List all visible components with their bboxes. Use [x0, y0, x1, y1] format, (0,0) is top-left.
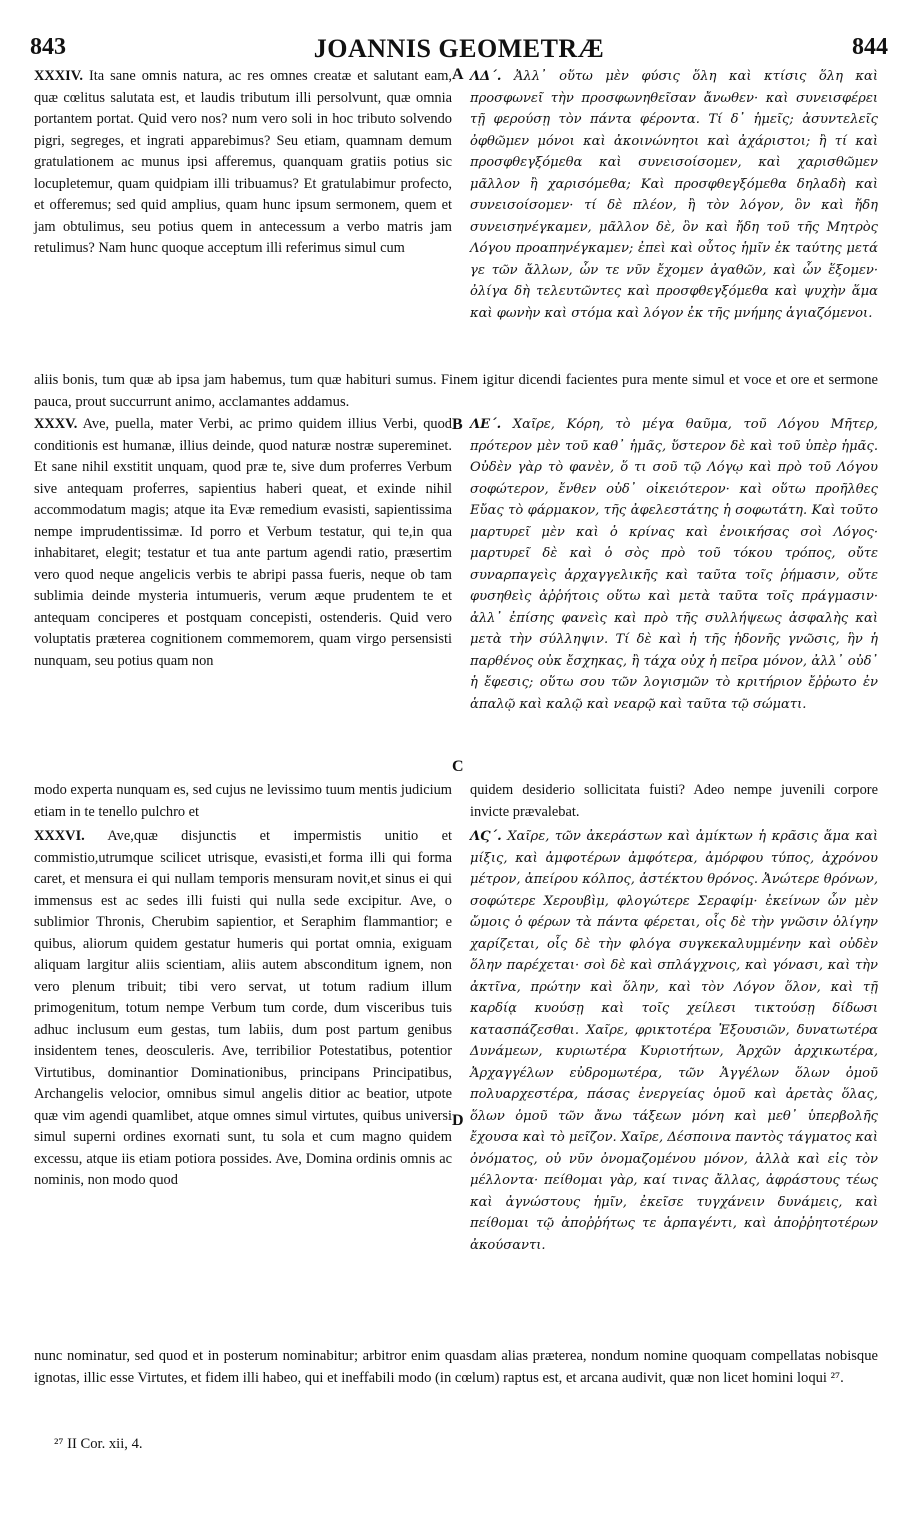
section-number: XXXIV. — [34, 68, 83, 84]
greek-text: Ἀλλ᾽ οὕτω μὲν φύσις ὅλη καὶ κτίσις ὅλη καὶ προσφωνεῖ τὴν προσφωνηθεῖσαν ἄνωθεν· καὶ συνεισφέρει τῇ φερούσῃ τὸν πάντα φέροντα. Τί δ᾽ ἡμεῖς; ἀσυντελεῖς ὀφθῶμεν μόνοι καὶ ἀκοινώνητοι καὶ ἀχάριστοι; ἢ τί καὶ προσφθεγξόμεθα καὶ συνεισοίσομεν, καὶ χαρισθῶμεν μᾶλλον ἢ χαρισόμεθα; Καὶ προσφθεγξόμεθα δηλαδὴ καὶ συνεισοίσομεν· τί δὲ πλέον, ἢ τὸν λόγον, ὃν καὶ ἤδη συνεισηνέγκαμεν, μᾶλλον δὲ, ὃν καὶ ἤδη τοῦ τῆς Μητρὸς Λόγου προαπηνέγκαμεν; ἐπεὶ καὶ οὗτος ἡμῖν ἐκ ταύτης μετά γε τῶν ἄλλων, ὧν τε νῦν ἔχομεν ἀγαθῶν, καὶ ὧν ἕξομεν· ὀλίγα δὴ τελευτῶντες καὶ προσφθεγξόμεθα καὶ ψυχὴν ἅμα καὶ φωνὴν καὶ στόμα καὶ λόγον ἐκ τῆς μνήμης ἁγιαζόμενοι. — [470, 69, 878, 321]
section-number: XXXVI. — [34, 828, 85, 844]
footnote: ²⁷ II Cor. xii, 4. — [54, 1436, 143, 1452]
section-number: ΛΕ΄. — [470, 417, 502, 432]
section-number: XXXV. — [34, 416, 78, 432]
latin-column-xxxv — [34, 414, 452, 672]
latin-text: nunc nominatur, sed quod et in posterum nominabitur; arbitror enim quasdam alias præterea, nondum nomine quoquam compellatas nobisque ignotas, illic esse Virtutes, et fidem illi habeo, qui et ineffabili modo (in cœlum) raptus est, et arcana audivit, quæ non licet homini loqui ²⁷. — [34, 1348, 878, 1386]
greek-column-xxxv — [470, 414, 878, 715]
fullwidth-xxxvi — [34, 1346, 878, 1389]
latin-column-xxxv-right — [470, 780, 878, 823]
section-number: ΛϚ΄. — [470, 829, 502, 844]
margin-letter-a: A — [452, 66, 464, 83]
latin-text: Ave,quæ disjunctis et impermistis unitio et commistio,utrumque scilicet utrisque, evasisti,et forma illi qui forma caret, et mensura ei qui nullam temporis mensuram novit,et sinus ei qui immensus est ac sedes illi fuisti qui nulla sede excipitur. Ave, o sublimior Thronis, Cherubim sapientior, et Seraphim flammantior; e quibus, aliorum quidem gestatur humeris qui portat omnia, exiguam aliquam largitur aliis scientiam, aliis autem absconditum ignem, non vero plenum tribuit; tibi vero servat, ut totum radium illum primogenitum, totum nempe Verbum tum corde, dum visceribus tuis adhuc inclusum eum gestas, tum labiis, dum post partum genibus insidentem tenes, deosculeris. Ave, terribilior Potestatibus, potentior Virtutibus, dominantior Dominationibus, principans Principatibus, Archangelis velocior, omnibus simul angelis ditior ac beatior, utpote quæ vim agendi quamlibet, atque omnes simul virtutes, quibus universi simul superni ordines exornati sunt, tu sola et cum magno quidem excessu, atque iis etiam potiora possides. Ave, Domina ordinis omnis ac nominis, non modo quod — [34, 828, 452, 1188]
greek-column-xxxiv — [470, 66, 878, 324]
latin-text: quidem desiderio sollicitata fuisti? Adeo nempe juvenili corpore invicte prævalebat. — [470, 782, 878, 820]
margin-letter-b: B — [452, 416, 463, 433]
margin-letter-d: D — [452, 1112, 464, 1129]
greek-column-xxxvi — [470, 826, 878, 1256]
latin-text: Ita sane omnis natura, ac res omnes creatæ et salutant eam, quæ cœlitus salutata est, et laudis tributum illi persolvunt, quæ omnia portantem portat. Quid vero nos? num vero soli in hoc tributo solvendo pigri, segreges, et ingrati apparebimus? Seu etiam, quamnam demum gratulationem ac munus ipsi afferemus, quanquam gratiis potius sic locupletemur, quam quidpiam illi tribuamus? Et gratulabimur profecto, et offeremus; sed quid amplius, quam hunc ipsum sermonem, quem et jam obtulimus, seu potius quem in antecessum a verbo matris jam retulimus? Nam hunc quoque acceptum illi referimus simul cum — [34, 68, 452, 256]
latin-text: Ave, puella, mater Verbi, ac primo quidem illius Verbi, quod conditionis est humanæ, illius deinde, quod naturæ nostræ supereminet. Et sane nihil exstitit unquam, quod præ te, sive dum proferres Verbum sive antequam proferres, sapientius haberi queat, et exinde nihil accommodatum magis; atque ita Evæ remedium evasisti, sapientissima nempe imprudentissimæ. Id porro et Verbum testatur, qui te,in qua inhabitaret, elegit; testatur et tua ante partum agendi ratio, præsertim vero quod neque angelicis verbis te abripi passa fueris, neque ob tam sublimia deinde mysteria intumueris, verum æque prudentem te et antequam conciperes et postquam concepisti, ostenderis. Quid vero voluptatis præterea cognitionem commemorem, quam virgo persensisti nunquam, seu potius quam non — [34, 416, 452, 669]
greek-text: Χαῖρε, Κόρη, τὸ μέγα θαῦμα, τοῦ Λόγου Μῆτερ, πρότερον μὲν τοῦ καθ᾽ ἡμᾶς, ὕστερον δὲ καὶ τοῦ ὑπὲρ ἡμᾶς. Οὐδὲν γὰρ τὸ φανὲν, ὅ τι σοῦ τῷ Λόγῳ καὶ πρὸ τοῦ Λόγου σοφώτερον, ἔνθεν οὐδ᾽ οἰκειότερον· καὶ οὕτω προῆλθες Εὔας τὸ φάρμακον, τῆς ἀφελεστάτης ἡ σοφωτάτη. Καὶ τοῦτο μαρτυρεῖ μὲν καὶ ὁ κρίνας καὶ ἐνοικήσας σοὶ Λόγος· μαρτυρεῖ δὲ καὶ ὁ σὸς πρὸ τοῦ τόκου τρόπος, οὔτε συναρπαγεὶς ἀρχαγγελικῆς καὶ ταῦτα τοῖς ῥήμασιν, οὔτε φυσηθεὶς ἀῤῥήτοις οὕτω καὶ μετὰ ταῦτα τοῖς πράγμασιν· ἀλλ᾽ ἐπίσης φανεὶς καὶ πρὸ τῆς συλλήψεως ἀσφαλὴς καὶ μετὰ τὴν σύλληψιν. Τί δὲ καὶ ἡ τῆς ἡδονῆς γνῶσις, ἣν ἡ παρθένος οὐκ ἔσχηκας, ἢ τάχα οὐχ ἡ πεῖρα μόνον, ἀλλ᾽ οὐδ᾽ ἡ ἔφεσις; οὕτω σου τῶν λογισμῶν τὸ κριτήριον ἔῤῥωτο ἐν ἁπαλῷ καὶ καλῷ καὶ νεαρῷ καὶ ταῦτα τῷ σώματι. — [470, 417, 878, 712]
greek-text: Χαῖρε, τῶν ἀκεράστων καὶ ἀμίκτων ἡ κρᾶσις ἅμα καὶ μίξις, καὶ ἀμφοτέρων ἀμφότερα, ἀμόρφου τύπος, ἀχρόνου μέτρον, ἀπείρου κόλπος, ἀστέκτου θρόνος. Ἀνώτερε θρόνων, σοφώτερε Χερουβὶμ, φλογώτερε Σεραφίμ· ἐκείνων ὧν μὲν ὤμοις ὁ φέρων τὰ πάντα φέρεται, οἷς δὲ τὴν γνῶσιν ὀλίγην χαρίζεται, οἷς δὲ τὴν φλόγα συγκεκαλυμμένην καὶ οὐδὲν ὅλην παρέχεται· σοὶ δὲ καὶ σπλάγχνοις, καὶ γόνασι, καὶ τὴν ἀκτῖνα, πρώτην καὶ ὅλην, καὶ τὸν Λόγον ὅλον, καὶ τῇ καρδίᾳ κυούσῃ καὶ τοῖς χείλεσι τικτούσῃ δίδωσι κατασπάζεσθαι. Χαῖρε, φρικτοτέρα Ἐξουσιῶν, δυνατωτέρα Δυνάμεων, κυριωτέρα Κυριοτήτων, Ἀρχῶν ἀρχικωτέρα, Ἀρχαγγέλων εὐδρομωτέρα, τῶν Ἀγγέλων ὅλων ὁμοῦ πολυαρχεστέρα, πάσας ἐνεργείας ὁμοῦ καὶ ἀρετὰς ὅλας, ὅλων ὁμοῦ τῶν ἄνω τάξεων μόνη καὶ μεθ᾽ ὑπερβολῆς ἔχουσα καὶ τὸ μεῖζον. Χαῖρε, Δέσποινα παντὸς τάγματος καὶ ὀνόματος, οὐ νῦν ὀνομαζομένου μόνον, ἀλλὰ καὶ εἰς τὸν μέλλοντα· πείθομαι γὰρ, καί τινας ἄλλας, ἀφράστους τέως καὶ ἀγνώστους ἡμῖν, ἐκεῖσε τυγχάνειν δυνάμεις, καὶ πείθομαι τῷ ἀποῤῥήτως τε ἁρπαγέντι, καὶ ἀποῤῥητοτέρων ἀκούσαντι. — [470, 829, 878, 1253]
latin-text: modo experta nunquam es, sed cujus ne levissimo tuum mentis judicium etiam in te tenello pulchro et — [34, 782, 452, 820]
latin-column-xxxv-tail — [34, 780, 452, 823]
running-title: JOANNIS GEOMETRÆ — [313, 34, 605, 63]
latin-column-xxxvi — [34, 826, 452, 1192]
section-number: ΛΔ΄. — [470, 69, 502, 84]
page-number-left: 843 — [30, 34, 66, 60]
page-number-right: 844 — [852, 34, 888, 60]
fullwidth-xxxiv — [34, 370, 878, 413]
latin-text: aliis bonis, tum quæ ab ipsa jam habemus, tum quæ habituri sumus. Finem igitur dicendi facientes pura mente simul et voce et ore et sermone pauca, prout succurrunt animo, acclamantes addamus. — [34, 372, 878, 410]
latin-column-xxxiv — [34, 66, 452, 260]
margin-letter-c: C — [452, 758, 464, 775]
running-header — [30, 34, 888, 64]
